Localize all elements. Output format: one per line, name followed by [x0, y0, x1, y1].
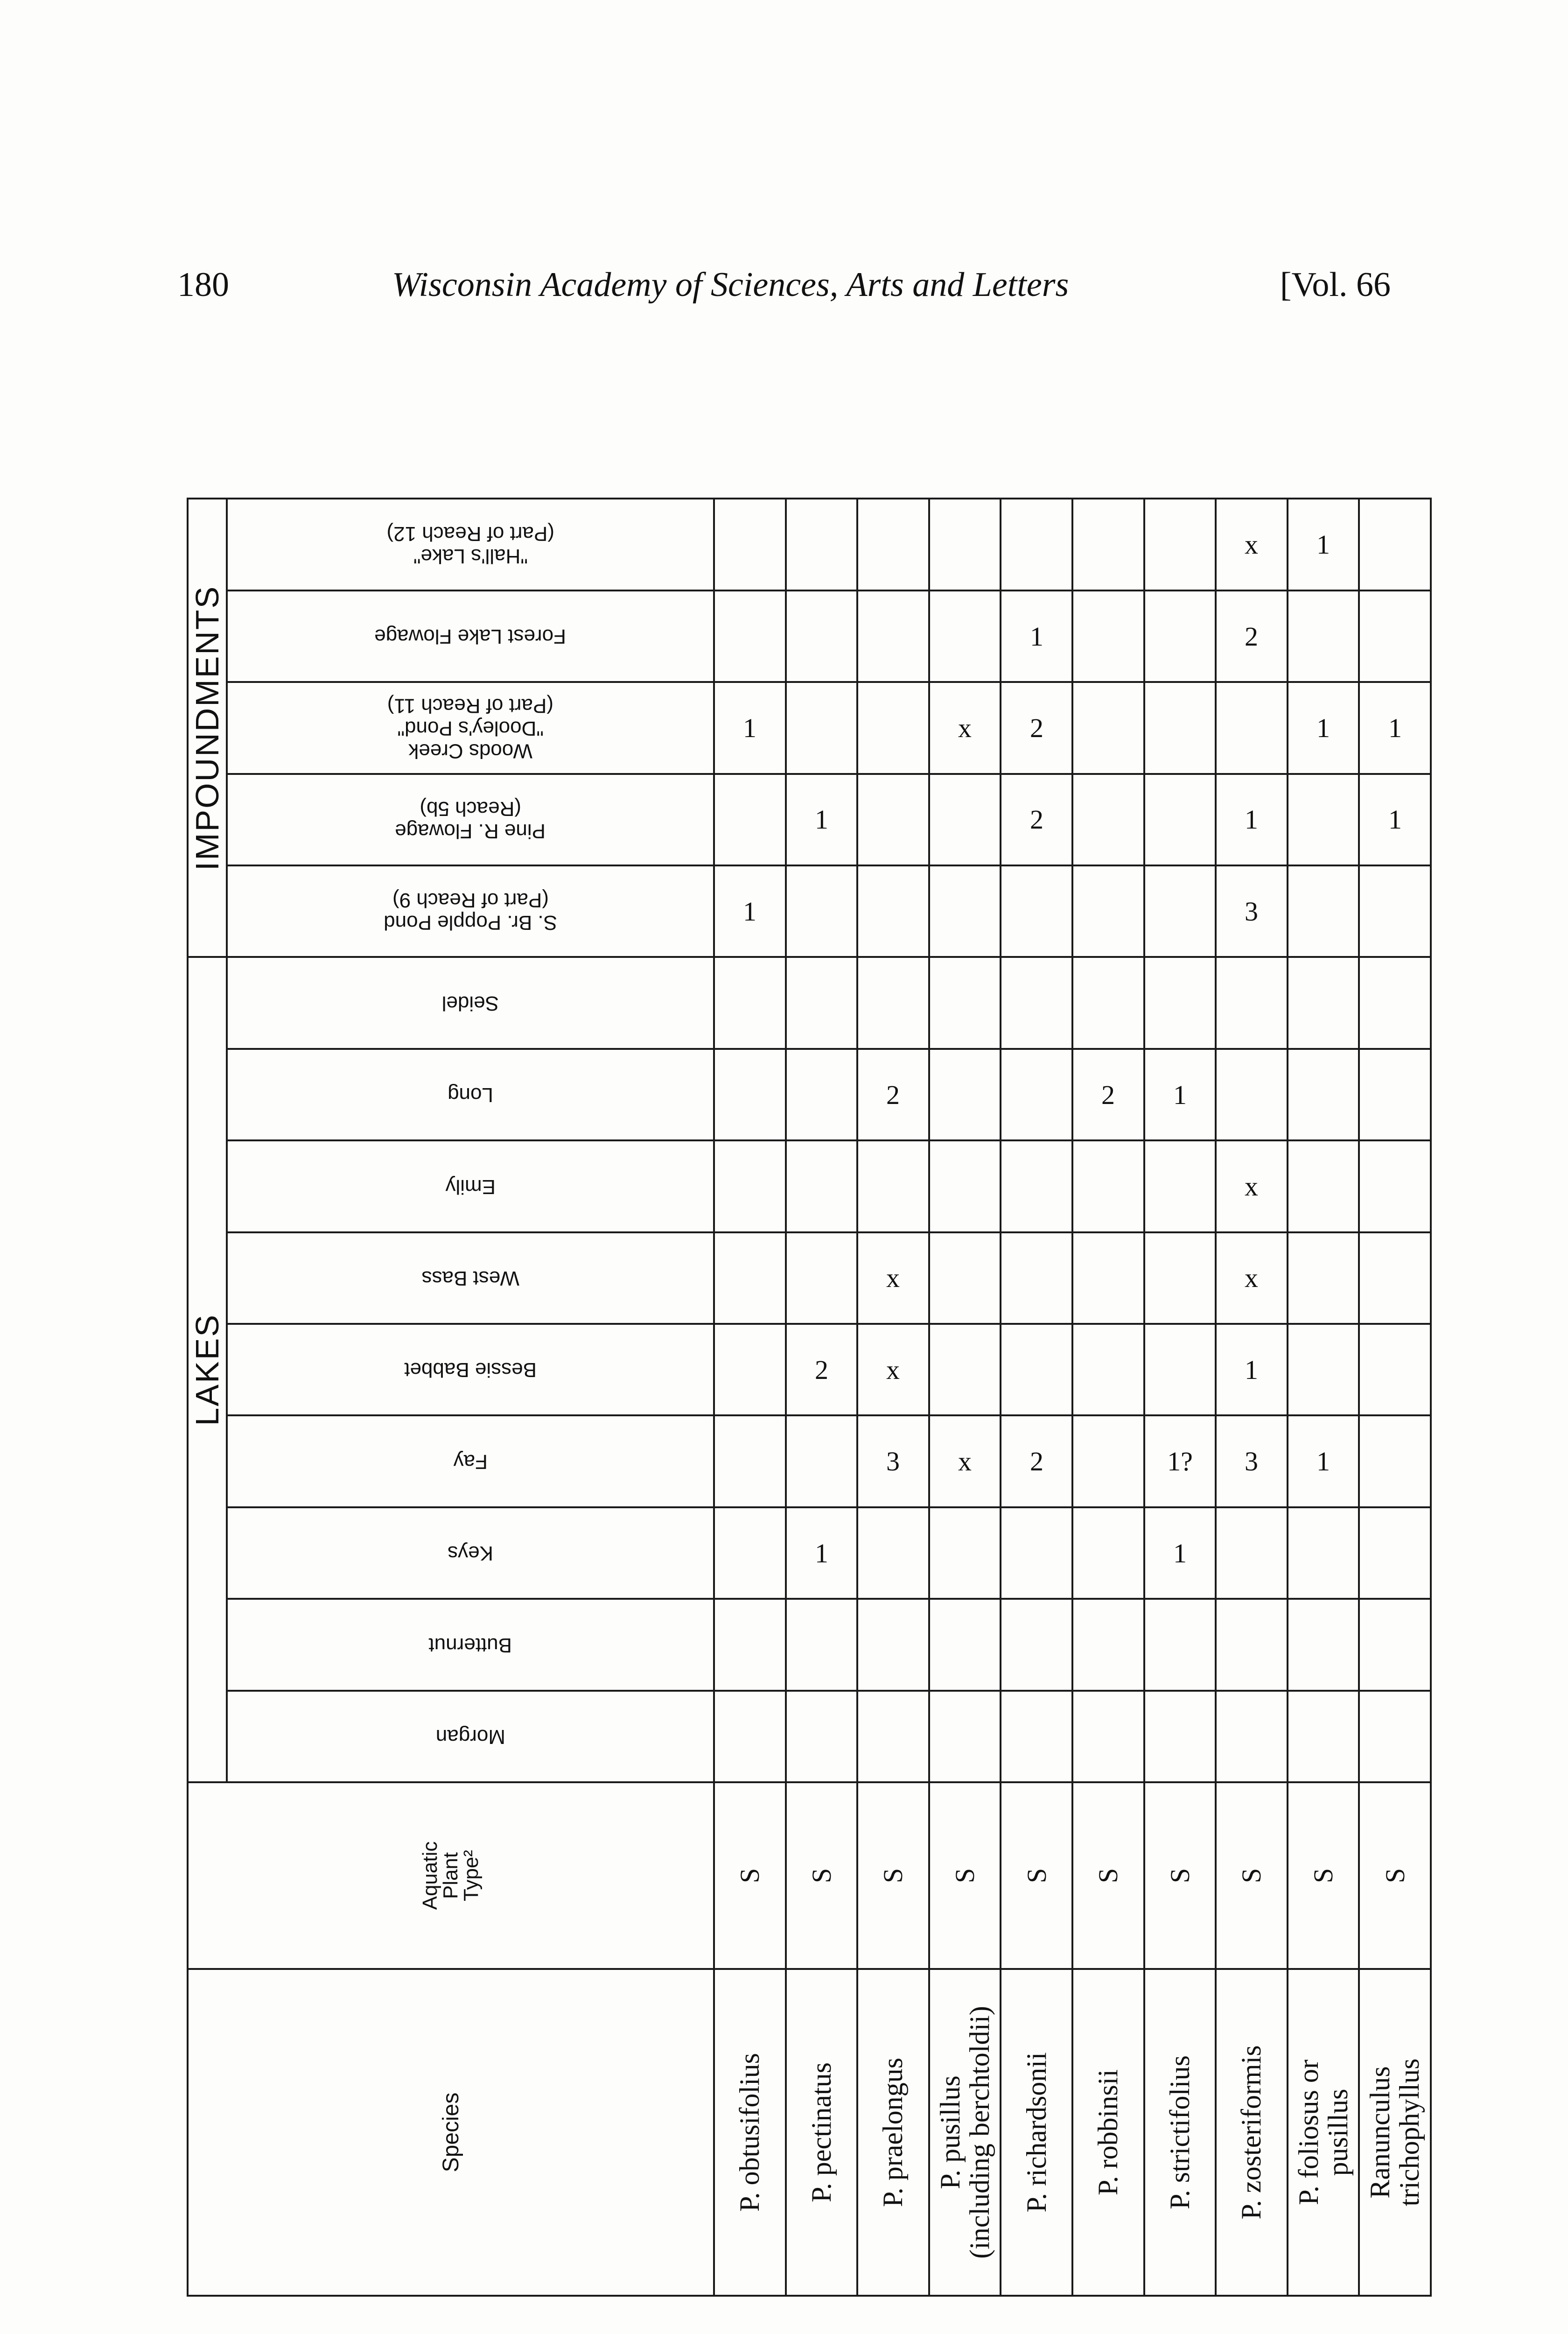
abundance-cell	[929, 1049, 1001, 1140]
abundance-cell	[1288, 957, 1359, 1048]
table-row	[1216, 499, 1288, 2296]
abundance-cell	[1144, 499, 1216, 591]
abundance-cell	[786, 1415, 858, 1507]
abundance-cell	[1359, 1599, 1431, 1690]
column-header	[227, 682, 714, 773]
abundance-cell	[1216, 499, 1288, 591]
abundance-cell	[714, 1049, 786, 1140]
table-row	[1001, 499, 1072, 2296]
abundance-cell	[1144, 774, 1216, 865]
abundance-cell	[929, 957, 1001, 1048]
abundance-value: x	[1245, 1263, 1259, 1294]
abundance-cell	[929, 1599, 1001, 1690]
abundance-value: 1	[1245, 1354, 1259, 1385]
abundance-cell	[714, 1507, 786, 1599]
column-header-label: West Bass	[421, 1267, 519, 1290]
abundance-cell	[929, 499, 1001, 591]
abundance-cell	[1359, 865, 1431, 957]
abundance-cell	[1216, 957, 1288, 1048]
abundance-cell	[714, 1140, 786, 1232]
abundance-cell	[1216, 1232, 1288, 1324]
abundance-cell	[1072, 1324, 1144, 1415]
abundance-cell	[714, 774, 786, 865]
abundance-cell	[1288, 591, 1359, 682]
abundance-cell	[1359, 957, 1431, 1048]
abundance-cell	[857, 1599, 929, 1690]
abundance-cell	[929, 682, 1001, 773]
abundance-cell	[1001, 1232, 1072, 1324]
species-header: Species	[188, 1969, 714, 2296]
abundance-cell	[929, 1691, 1001, 1782]
abundance-cell	[1216, 1691, 1288, 1782]
column-header	[227, 865, 714, 957]
column-header-label: S. Br. Popple Pond (Part of Reach 9)	[384, 889, 557, 935]
abundance-cell	[929, 865, 1001, 957]
abundance-value: 2	[1101, 1079, 1115, 1110]
abundance-cell	[1359, 1507, 1431, 1599]
plant-type: S	[714, 1782, 786, 1969]
abundance-cell	[857, 1507, 929, 1599]
abundance-cell	[929, 591, 1001, 682]
abundance-cell	[1072, 682, 1144, 773]
abundance-cell	[714, 1324, 786, 1415]
abundance-cell	[786, 1599, 858, 1690]
column-header	[227, 1599, 714, 1690]
abundance-cell	[857, 1140, 929, 1232]
lakes-group-header: LAKES	[188, 957, 227, 1782]
running-title: Wisconsin Academy of Sciences, Arts and Letters	[392, 266, 1069, 304]
abundance-cell	[1216, 1049, 1288, 1140]
abundance-cell	[1144, 1140, 1216, 1232]
column-header	[227, 1415, 714, 1507]
table-row	[929, 499, 1001, 2296]
species-name: P. foliosus or pusillus	[1288, 1969, 1359, 2296]
group-header-row	[188, 499, 227, 2296]
abundance-cell	[714, 499, 786, 591]
abundance-value: 1	[1173, 1079, 1187, 1110]
abundance-cell	[1001, 499, 1072, 591]
abundance-cell	[1001, 1507, 1072, 1599]
abundance-value: 1	[1316, 1446, 1330, 1477]
abundance-cell	[857, 865, 929, 957]
abundance-value: 2	[1029, 804, 1043, 835]
abundance-cell	[714, 1691, 786, 1782]
abundance-cell	[857, 1232, 929, 1324]
abundance-value: 3	[886, 1446, 900, 1477]
column-header	[227, 1691, 714, 1782]
abundance-cell	[1288, 1324, 1359, 1415]
plant-type: S	[1359, 1782, 1431, 1969]
plant-type: S	[857, 1782, 929, 1969]
abundance-cell	[929, 1415, 1001, 1507]
column-header-label: Bessie Babbet	[404, 1358, 537, 1382]
table-body	[714, 499, 1431, 2296]
plant-type: S	[1001, 1782, 1072, 1969]
column-header	[227, 774, 714, 865]
species-name: P. richardsonii	[1001, 1969, 1072, 2296]
abundance-cell	[1001, 1324, 1072, 1415]
abundance-value: 3	[1245, 1446, 1259, 1477]
abundance-cell	[714, 1232, 786, 1324]
volume-label: [Vol. 66	[1280, 266, 1391, 304]
abundance-cell	[1359, 1691, 1431, 1782]
page-header	[177, 261, 1391, 308]
abundance-value: 1	[1388, 713, 1402, 743]
abundance-cell	[1288, 774, 1359, 865]
species-name: P. robbinsii	[1072, 1969, 1144, 2296]
table-row	[1359, 499, 1431, 2296]
abundance-cell	[1359, 1415, 1431, 1507]
abundance-cell	[1001, 774, 1072, 865]
abundance-cell	[1001, 1415, 1072, 1507]
column-header	[227, 957, 714, 1048]
abundance-value: 1	[1245, 804, 1259, 835]
abundance-cell	[1216, 865, 1288, 957]
table-row	[1072, 499, 1144, 2296]
abundance-cell	[1288, 1415, 1359, 1507]
abundance-value: 1	[1316, 529, 1330, 560]
abundance-cell	[929, 774, 1001, 865]
abundance-cell	[786, 865, 858, 957]
abundance-cell	[1359, 1049, 1431, 1140]
abundance-value: 2	[1245, 621, 1259, 652]
abundance-cell	[857, 1691, 929, 1782]
abundance-cell	[857, 1049, 929, 1140]
abundance-cell	[1144, 682, 1216, 773]
species-table-container	[187, 499, 1432, 2297]
species-distribution-table	[187, 498, 1432, 2297]
abundance-value: 2	[886, 1079, 900, 1110]
column-header-label: Forest Lake Flowage	[374, 625, 567, 648]
column-header-label: Long	[448, 1083, 493, 1107]
abundance-value: 2	[1029, 1446, 1043, 1477]
abundance-cell	[1288, 682, 1359, 773]
abundance-cell	[1288, 1049, 1359, 1140]
abundance-cell	[786, 1232, 858, 1324]
species-name: Ranunculus trichophyllus	[1359, 1969, 1431, 2296]
abundance-cell	[1216, 1140, 1288, 1232]
abundance-value: x	[886, 1263, 900, 1294]
plant-type: S	[929, 1782, 1001, 1969]
abundance-value: 3	[1245, 896, 1259, 927]
abundance-cell	[1359, 1140, 1431, 1232]
species-name: P. obtusifolius	[714, 1969, 786, 2296]
abundance-value: 2	[814, 1354, 828, 1385]
abundance-value: x	[886, 1354, 900, 1385]
abundance-cell	[1288, 1691, 1359, 1782]
abundance-value: x	[1245, 1171, 1259, 1202]
abundance-cell	[714, 865, 786, 957]
abundance-value: 1	[1388, 804, 1402, 835]
abundance-cell	[1216, 774, 1288, 865]
abundance-cell	[1001, 865, 1072, 957]
abundance-cell	[857, 591, 929, 682]
abundance-value: 1	[743, 896, 757, 927]
column-header-label: Seidel	[441, 991, 499, 1015]
abundance-cell	[1359, 499, 1431, 591]
abundance-cell	[857, 682, 929, 773]
species-name: P. strictifolius	[1144, 1969, 1216, 2296]
abundance-cell	[1144, 1507, 1216, 1599]
abundance-cell	[1001, 957, 1072, 1048]
column-header	[227, 1232, 714, 1324]
abundance-value: 1	[814, 804, 828, 835]
plant-type: S	[1144, 1782, 1216, 1969]
abundance-cell	[1216, 1324, 1288, 1415]
column-header-label: Woods Creek "Dooley's Pond" (Part of Reach 11)	[387, 694, 554, 763]
species-name: P. pectinatus	[786, 1969, 858, 2296]
abundance-cell	[857, 957, 929, 1048]
column-header-label: Pine R. Flowage (Reach 5b)	[395, 797, 546, 843]
abundance-cell	[1288, 1599, 1359, 1690]
abundance-cell	[1001, 1599, 1072, 1690]
abundance-cell	[714, 591, 786, 682]
abundance-value: x	[1245, 529, 1259, 560]
abundance-cell	[786, 682, 858, 773]
abundance-cell	[1359, 591, 1431, 682]
abundance-cell	[1072, 774, 1144, 865]
abundance-cell	[1144, 1232, 1216, 1324]
abundance-cell	[929, 1324, 1001, 1415]
abundance-cell	[1144, 1049, 1216, 1140]
abundance-cell	[1216, 682, 1288, 773]
abundance-cell	[1359, 774, 1431, 865]
abundance-cell	[1216, 591, 1288, 682]
column-header-label: Fay	[453, 1450, 488, 1473]
abundance-cell	[786, 499, 858, 591]
column-header	[227, 591, 714, 682]
abundance-cell	[786, 774, 858, 865]
abundance-cell	[1072, 1232, 1144, 1324]
plant-type: S	[1216, 1782, 1288, 1969]
species-name: P. pusillus (including berchtoldii)	[929, 1969, 1001, 2296]
abundance-cell	[857, 1415, 929, 1507]
table-row	[1288, 499, 1359, 2296]
abundance-value: 1	[1173, 1538, 1187, 1568]
column-header	[227, 1049, 714, 1140]
abundance-cell	[1288, 499, 1359, 591]
abundance-value: 1	[814, 1538, 828, 1568]
abundance-cell	[1001, 1140, 1072, 1232]
column-header	[227, 1324, 714, 1415]
abundance-cell	[1072, 1140, 1144, 1232]
abundance-cell	[714, 682, 786, 773]
abundance-cell	[1072, 499, 1144, 591]
column-header-label: Emily	[445, 1175, 496, 1198]
abundance-cell	[1072, 957, 1144, 1048]
plant-type: S	[786, 1782, 858, 1969]
abundance-cell	[1072, 591, 1144, 682]
abundance-value: 2	[1029, 713, 1043, 743]
abundance-cell	[1072, 1691, 1144, 1782]
abundance-cell	[1359, 1232, 1431, 1324]
abundance-cell	[857, 774, 929, 865]
plant-type: S	[1072, 1782, 1144, 1969]
plant-type-header: Aquatic Plant Type²	[188, 1782, 714, 1969]
abundance-cell	[1001, 1691, 1072, 1782]
abundance-cell	[1072, 865, 1144, 957]
column-header-label: Keys	[448, 1542, 493, 1565]
abundance-cell	[1001, 591, 1072, 682]
table-row	[857, 499, 929, 2296]
abundance-cell	[857, 499, 929, 591]
abundance-cell	[1144, 957, 1216, 1048]
abundance-cell	[1216, 1415, 1288, 1507]
abundance-cell	[786, 957, 858, 1048]
abundance-cell	[1288, 1140, 1359, 1232]
abundance-cell	[786, 1049, 858, 1140]
abundance-cell	[1288, 865, 1359, 957]
abundance-cell	[1359, 682, 1431, 773]
abundance-cell	[1144, 591, 1216, 682]
column-header	[227, 1507, 714, 1599]
page-number: 180	[177, 266, 229, 304]
column-header-label: "Hall's Lake" (Part of Reach 12)	[386, 522, 554, 568]
column-header-label: Butternut	[428, 1633, 512, 1657]
abundance-cell	[1144, 1599, 1216, 1690]
abundance-cell	[714, 957, 786, 1048]
abundance-cell	[786, 1691, 858, 1782]
abundance-cell	[1216, 1599, 1288, 1690]
abundance-value: 1	[743, 713, 757, 743]
abundance-cell	[714, 1599, 786, 1690]
abundance-cell	[1144, 1415, 1216, 1507]
impoundments-group-header: IMPOUNDMENTS	[188, 499, 227, 957]
abundance-value: x	[958, 1446, 972, 1477]
table-row	[1144, 499, 1216, 2296]
abundance-cell	[1072, 1507, 1144, 1599]
abundance-cell	[1072, 1049, 1144, 1140]
abundance-value: 1	[1029, 621, 1043, 652]
abundance-cell	[929, 1232, 1001, 1324]
column-header	[227, 1140, 714, 1232]
abundance-cell	[929, 1507, 1001, 1599]
column-header	[227, 499, 714, 591]
plant-type: S	[1288, 1782, 1359, 1969]
abundance-value: 1?	[1167, 1446, 1193, 1477]
abundance-cell	[1072, 1415, 1144, 1507]
species-name: P. zosteriformis	[1216, 1969, 1288, 2296]
abundance-cell	[1144, 865, 1216, 957]
abundance-cell	[1144, 1691, 1216, 1782]
abundance-cell	[714, 1415, 786, 1507]
abundance-cell	[1001, 682, 1072, 773]
table-row	[714, 499, 786, 2296]
abundance-cell	[1144, 1324, 1216, 1415]
abundance-cell	[1288, 1507, 1359, 1599]
abundance-cell	[1001, 1049, 1072, 1140]
abundance-cell	[786, 1324, 858, 1415]
abundance-cell	[1216, 1507, 1288, 1599]
abundance-value: 1	[1316, 713, 1330, 743]
abundance-cell	[786, 1507, 858, 1599]
column-header-label: Morgan	[435, 1725, 505, 1748]
abundance-cell	[857, 1324, 929, 1415]
abundance-cell	[929, 1140, 1001, 1232]
abundance-cell	[1072, 1599, 1144, 1690]
abundance-cell	[786, 591, 858, 682]
abundance-cell	[1288, 1232, 1359, 1324]
abundance-cell	[786, 1140, 858, 1232]
species-name: P. praelongus	[857, 1969, 929, 2296]
abundance-cell	[1359, 1324, 1431, 1415]
abundance-value: x	[958, 713, 972, 743]
table-row	[786, 499, 858, 2296]
